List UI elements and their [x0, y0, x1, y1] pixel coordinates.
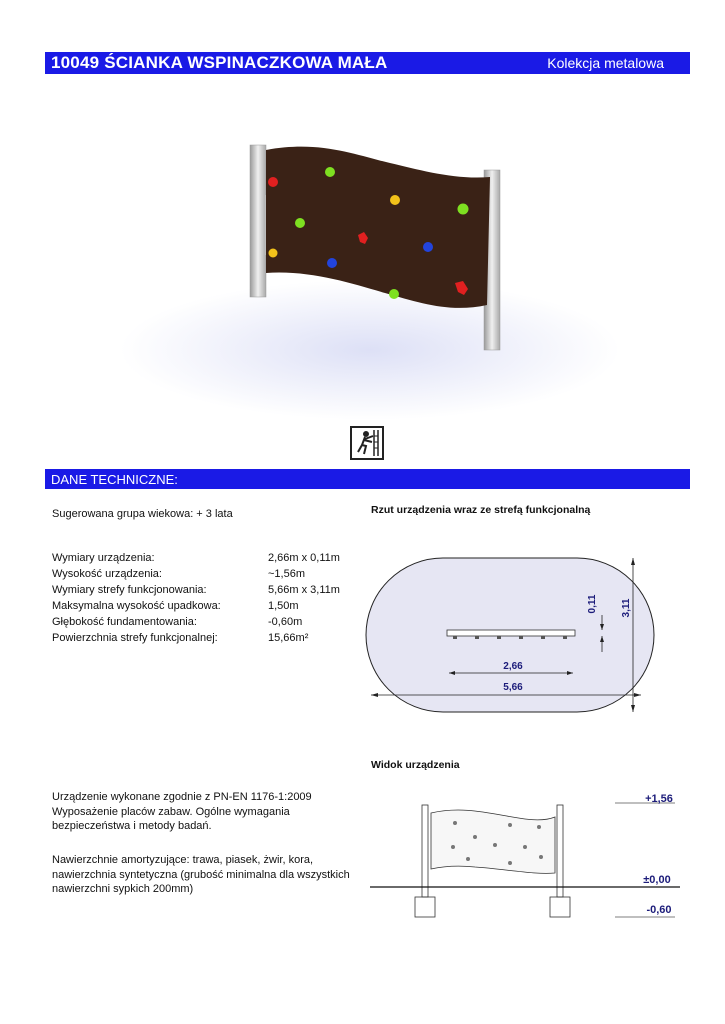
section-bar: [45, 469, 690, 489]
spec-label: Maksymalna wysokość upadkowa:: [52, 600, 221, 612]
surfaces-line: Nawierzchnie amortyzujące: trawa, piasek, żwir, kora,: [52, 854, 314, 866]
dim-depth: 0,11: [587, 594, 598, 614]
elevation-drawing: [365, 775, 685, 930]
view-heading: Widok urządzenia: [371, 759, 460, 771]
left-post: [250, 145, 266, 297]
norm-line: Wyposażenie placów zabaw. Ogólne wymagania: [52, 805, 290, 818]
spec-value: 2,66m x 0,11m: [268, 552, 340, 564]
surfaces-line: nawierzchni sypkich 200mm): [52, 883, 194, 895]
spec-value: 15,66m²: [268, 632, 309, 644]
spec-label: Wymiary urządzenia:: [52, 552, 155, 564]
level-top: +1,56: [645, 793, 673, 805]
product-title: 10049 ŚCIANKA WSPINACZKOWA MAŁA: [51, 53, 388, 72]
spec-value: -0,60m: [268, 616, 303, 628]
norm-line: Urządzenie wykonane zgodnie z PN-EN 1176-1:2009: [52, 791, 312, 803]
spec-label: Głębokość fundamentowania:: [52, 616, 197, 628]
device-outline: [447, 630, 575, 636]
spec-row: [52, 582, 340, 598]
norm-text: [52, 790, 312, 834]
norm-line: bezpieczeństwa i metody badań.: [52, 820, 212, 832]
spec-row: [52, 614, 340, 630]
dim-width: 2,66: [503, 661, 523, 672]
spec-list: [52, 550, 340, 646]
spec-label: Powierzchnia strefy funkcjonalnej:: [52, 632, 218, 644]
spec-row: [52, 630, 340, 646]
product-render: [120, 85, 660, 425]
spec-value: 5,66m x 3,11m: [268, 584, 340, 596]
spec-value: ~1,56m: [268, 568, 305, 580]
plan-heading: Rzut urządzenia wraz ze strefą funkcjonalną: [371, 504, 591, 516]
climbing-pictogram-icon: [350, 426, 384, 460]
section-title: DANE TECHNICZNE:: [51, 471, 178, 487]
spec-row: [52, 566, 340, 582]
spec-value: 1,50m: [268, 600, 299, 612]
age-group: Sugerowana grupa wiekowa: + 3 lata: [52, 508, 233, 520]
spec-row: [52, 598, 340, 614]
dim-zone-width: 5,66: [503, 682, 523, 693]
surfaces-text: [52, 853, 350, 897]
dim-zone-depth: 3,11: [621, 598, 632, 618]
spec-label: Wysokość urządzenia:: [52, 568, 162, 580]
spec-label: Wymiary strefy funkcjonowania:: [52, 584, 207, 596]
level-foundation: -0,60: [646, 904, 672, 916]
spec-row: [52, 550, 340, 566]
level-ground: ±0,00: [643, 874, 671, 886]
surfaces-line: nawierzchnia syntetyczna (grubość minimalna dla wszystkich: [52, 868, 350, 881]
title-bar: [45, 52, 690, 74]
collection-name: Kolekcja metalowa: [547, 55, 664, 71]
plan-drawing: [365, 540, 655, 725]
